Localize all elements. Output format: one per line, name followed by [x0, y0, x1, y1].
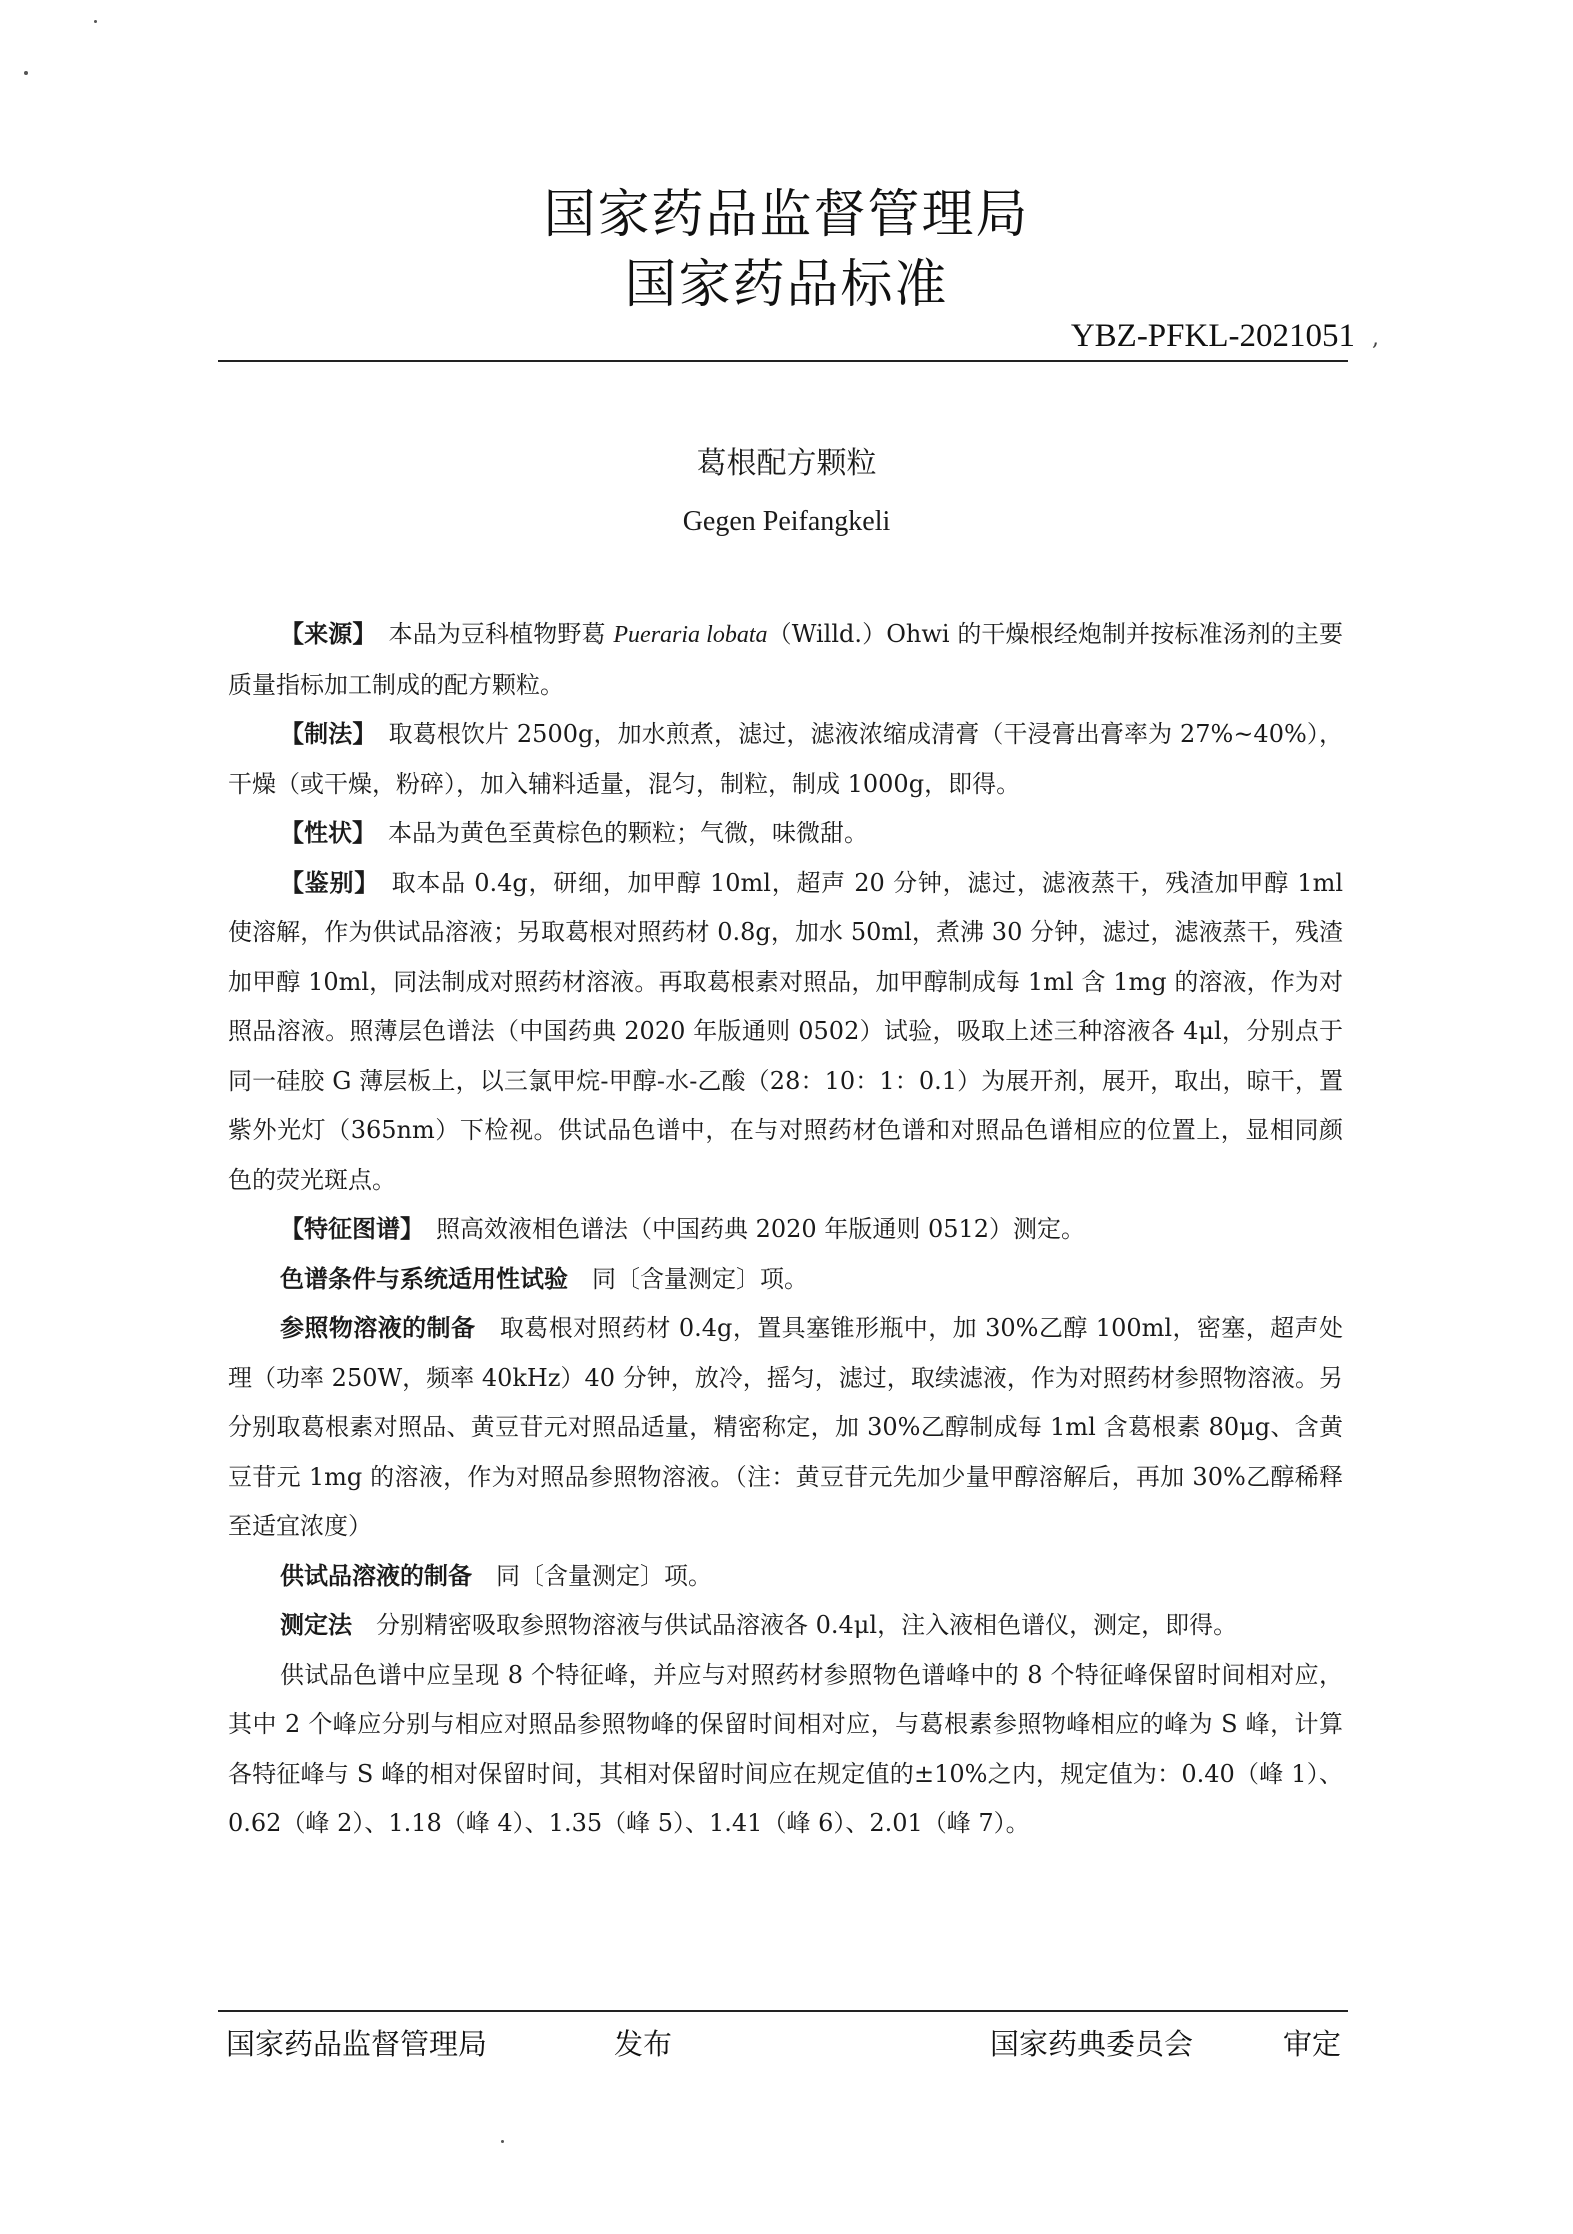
section-conditions [228, 1255, 1343, 1305]
scan-speck [501, 2140, 504, 2143]
section-text: 本品为豆科植物野葛 [388, 620, 606, 648]
section-properties [228, 809, 1343, 859]
section-identification [228, 859, 1343, 1206]
section-criteria [228, 1651, 1343, 1849]
section-text: 取葛根对照药材 0.4g，置具塞锥形瓶中，加 30%乙醇 100ml，密塞，超声处理（功率 250W，频率 40kHz）40 分钟，放冷，摇匀，滤过，取续滤液，作为对照药材参照物溶液。另分别取葛根素对照品、黄豆苷元对照品适量，精密称定，加 30%乙醇制成每 1ml 含葛根素 80μg、含黄豆苷元 1mg 的溶液，作为对照品参照物溶液。（注：黄豆苷元先加少量甲醇溶解后，再加 30%乙醇稀释至适宜浓度） [228, 1314, 1344, 1540]
section-label: 供试品溶液的制备 [280, 1561, 472, 1590]
product-name-en: Gegen Peifangkeli [682, 506, 891, 537]
header-rule [218, 360, 1348, 362]
footer-publisher: 国家药品监督管理局 [226, 2027, 488, 2061]
section-label: 【特征图谱】 [280, 1215, 412, 1243]
footer-publish-action: 发布 [614, 2027, 673, 2061]
footer-review-action: 审定 [1283, 2027, 1342, 2061]
document-body [228, 610, 1343, 1849]
scan-speck [24, 71, 28, 75]
section-source [228, 610, 1343, 710]
section-label: 【制法】 [280, 720, 365, 748]
section-text: 同〔含量测定〕项。 [496, 1561, 712, 1590]
standard-title: 国家药品标准 [624, 255, 949, 315]
standard-code: YBZ-PFKL-2021051 [1070, 318, 1355, 354]
section-text: 同〔含量测定〕项。 [592, 1264, 808, 1293]
scan-speck [94, 20, 97, 23]
pen-mark: , [1372, 326, 1379, 351]
section-label: 【性状】 [280, 819, 364, 847]
section-text: 取葛根饮片 2500g，加水煎煮，滤过，滤液浓缩成清膏（干浸膏出膏率为 27%~40%），干燥（或干燥，粉碎），加入辅料适量，混匀，制粒，制成 1000g，即得。 [228, 720, 1344, 798]
section-assay [228, 1601, 1343, 1651]
section-label: 色谱条件与系统适用性试验 [280, 1264, 568, 1293]
section-text: 取本品 0.4g，研细，加甲醇 10ml，超声 20 分钟，滤过，滤液蒸干，残渣加甲醇 1ml 使溶解，作为供试品溶液；另取葛根对照药材 0.8g，加水 50ml，煮沸 30 分钟，滤过，滤液蒸干，残渣加甲醇 10ml，同法制成对照药材溶液。再取葛根素对照品，加甲醇制成每 1ml 含 1mg 的溶液，作为对照品溶液。照薄层色谱法（中国药典 2020 年版通则 0502）试验，吸取上述三种溶液各 4μl，分别点于同一硅胶 G 薄层板上，以三氯甲烷-甲醇-水-乙酸（28：10：1：0.1）为展开剂，展开，取出，晾干，置紫外光灯（365nm）下检视。供试品色谱中，在与对照药材色谱和对照品色谱相应的位置上，显相同颜色的荧光斑点。 [228, 868, 1343, 1194]
section-text: 照高效液相色谱法（中国药典 2020 年版通则 0512）测定。 [436, 1215, 1086, 1243]
section-reference-prep [228, 1304, 1343, 1552]
section-text: 分别精密吸取参照物溶液与供试品溶液各 0.4μl，注入液相色谱仪，测定，即得。 [376, 1611, 1238, 1639]
latin-name: Pueraria lobata [613, 622, 768, 648]
section-label: 测定法 [280, 1611, 352, 1639]
product-name-cn: 葛根配方颗粒 [696, 446, 877, 481]
section-method [228, 710, 1343, 809]
section-fingerprint [228, 1205, 1343, 1255]
section-sample-prep [228, 1552, 1343, 1602]
section-label: 【鉴别】 [280, 868, 367, 897]
section-text: 供试品色谱中应呈现 8 个特征峰，并应与对照药材参照物色谱峰中的 8 个特征峰保留时间相对应，其中 2 个峰应分别与相应对照品参照物峰的保留时间相对应，与葛根素参照物峰相应的峰为 S 峰，计算各特征峰与 S 峰的相对保留时间，其相对保留时间应在规定值的±10%之内，规定值为：0.40（峰 1）、0.62（峰 2）、1.18（峰 4）、1.35（峰 5）、1.41（峰 6）、2.01（峰 7）。 [228, 1660, 1343, 1837]
footer-rule [218, 2010, 1348, 2012]
footer-reviewer: 国家药典委员会 [990, 2027, 1194, 2061]
agency-title: 国家药品监督管理局 [543, 185, 1030, 245]
section-text: 本品为黄色至黄棕色的颗粒；气微，味微甜。 [388, 819, 868, 847]
section-label: 【来源】 [280, 620, 365, 648]
section-text: （Willd.）Ohwi 的干燥根经炮制并按标准汤剂的主要质量指标加工制成的配方颗粒。 [228, 620, 1344, 699]
section-label: 参照物溶液的制备 [280, 1314, 476, 1342]
